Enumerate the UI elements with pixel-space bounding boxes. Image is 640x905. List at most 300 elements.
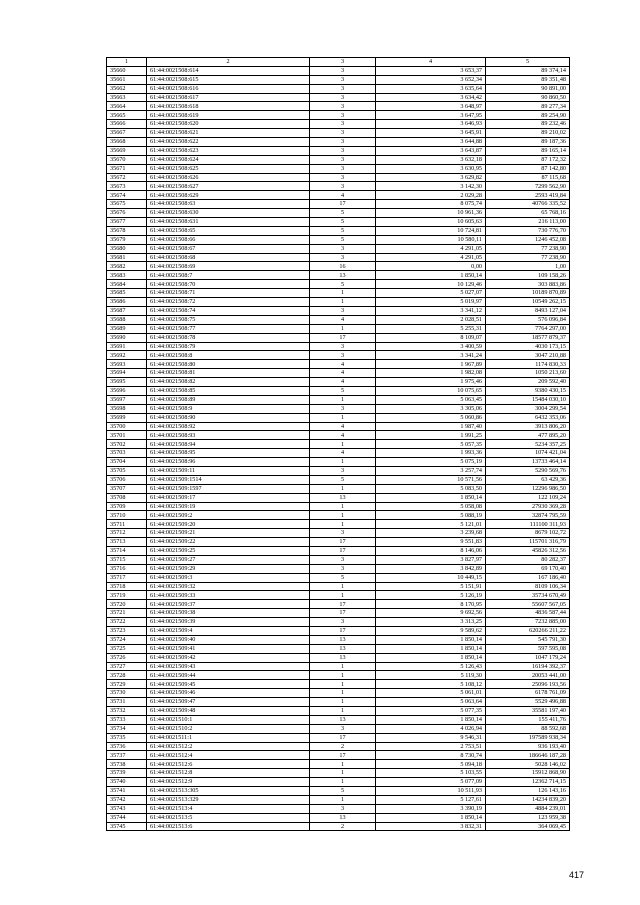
table-cell: 35719 — [107, 591, 147, 600]
table-cell: 18577 879,37 — [486, 333, 570, 342]
table-cell: 35667 — [107, 129, 147, 138]
table-cell: 61:44:0021508:95 — [147, 449, 310, 458]
table-cell: 35744 — [107, 813, 147, 822]
table-cell: 4 291,05 — [376, 253, 486, 262]
table-cell: 61:44:0021508:625 — [147, 164, 310, 173]
table-cell: 17 — [310, 609, 376, 618]
table-cell: 1 — [310, 707, 376, 716]
table-cell: 35741 — [107, 787, 147, 796]
table-row — [107, 733, 570, 742]
table-row — [107, 386, 570, 395]
table-row — [107, 707, 570, 716]
table-cell: 35673 — [107, 182, 147, 191]
table-cell: 63 429,36 — [486, 475, 570, 484]
table-cell: 3 632,18 — [376, 155, 486, 164]
table-cell: 61:44:0021509:4 — [147, 627, 310, 636]
table-row — [107, 715, 570, 724]
table-cell: 3 341,24 — [376, 351, 486, 360]
table-row — [107, 609, 570, 618]
table-cell: 35663 — [107, 93, 147, 102]
table-cell: 61:44:0021508:77 — [147, 324, 310, 333]
table-cell: 1 — [310, 289, 376, 298]
table-cell: 15484 030,10 — [486, 395, 570, 404]
table-cell: 3 — [310, 182, 376, 191]
table-cell: 35716 — [107, 564, 147, 573]
table-cell: 61:44:0021508:617 — [147, 93, 310, 102]
table-cell: 27930 369,28 — [486, 502, 570, 511]
table-cell: 936 193,40 — [486, 742, 570, 751]
table-cell: 3 — [310, 93, 376, 102]
table-cell: 3 — [310, 724, 376, 733]
table-cell: 35700 — [107, 422, 147, 431]
table-cell: 35711 — [107, 520, 147, 529]
table-cell: 35725 — [107, 644, 147, 653]
table-cell: 10 580,11 — [376, 235, 486, 244]
table-cell: 3 646,93 — [376, 120, 486, 129]
table-cell: 61:44:0021508:9 — [147, 404, 310, 413]
table-cell: 35735 — [107, 733, 147, 742]
table-cell: 4884 239,01 — [486, 804, 570, 813]
table-cell: 10 511,93 — [376, 787, 486, 796]
page-number: 417 — [569, 870, 585, 880]
table-cell: 3 — [310, 342, 376, 351]
table-row — [107, 235, 570, 244]
table-cell: 3 — [310, 351, 376, 360]
table-cell: 61:44:0021509:44 — [147, 671, 310, 680]
table-cell: 6178 761,09 — [486, 689, 570, 698]
table-cell: 35712 — [107, 529, 147, 538]
table-cell: 61:44:0021510:1 — [147, 715, 310, 724]
table-row — [107, 644, 570, 653]
table-cell: 35734 — [107, 724, 147, 733]
table-cell: 3 648,97 — [376, 102, 486, 111]
table-cell: 3 — [310, 155, 376, 164]
table-cell: 1 — [310, 511, 376, 520]
table-cell: 4 — [310, 369, 376, 378]
table-cell: 90 860,50 — [486, 93, 570, 102]
table-cell: 1 850,14 — [376, 715, 486, 724]
table-cell: 4030 173,15 — [486, 342, 570, 351]
table-row — [107, 627, 570, 636]
table-cell: 5529 496,88 — [486, 698, 570, 707]
table-row — [107, 422, 570, 431]
table-cell: 61:44:0021508:627 — [147, 182, 310, 191]
table-cell: 87 142,80 — [486, 164, 570, 173]
table-cell: 9 692,56 — [376, 609, 486, 618]
table-row — [107, 306, 570, 315]
table-cell: 1 982,08 — [376, 369, 486, 378]
table-cell: 3 645,91 — [376, 129, 486, 138]
table-cell: 35690 — [107, 333, 147, 342]
table-cell: 155 411,76 — [486, 715, 570, 724]
table-cell: 61:44:0021509:40 — [147, 635, 310, 644]
table-cell: 1 991,25 — [376, 431, 486, 440]
table-cell: 35720 — [107, 600, 147, 609]
table-cell: 61:44:0021508:79 — [147, 342, 310, 351]
table-row — [107, 404, 570, 413]
table-cell: 3 827,97 — [376, 555, 486, 564]
table-row — [107, 369, 570, 378]
table-cell: 35742 — [107, 795, 147, 804]
table-row — [107, 573, 570, 582]
table-row — [107, 804, 570, 813]
table-cell: 61:44:0021509:3 — [147, 573, 310, 582]
table-cell: 2593 419,84 — [486, 191, 570, 200]
table-cell: 61:44:0021509:42 — [147, 653, 310, 662]
table-cell: 5 058,08 — [376, 502, 486, 511]
table-cell: 61:44:0021512:8 — [147, 769, 310, 778]
table-cell: 3 630,95 — [376, 164, 486, 173]
table-cell: 35664 — [107, 102, 147, 111]
table-cell: 35698 — [107, 404, 147, 413]
table-cell: 3 — [310, 111, 376, 120]
table-cell: 5 — [310, 218, 376, 227]
table-row — [107, 778, 570, 787]
table-cell: 1 — [310, 671, 376, 680]
table-cell: 5 075,19 — [376, 458, 486, 467]
table-cell: 1 — [310, 769, 376, 778]
table-row — [107, 618, 570, 627]
table-cell: 16 — [310, 262, 376, 271]
table-cell: 77 238,90 — [486, 244, 570, 253]
table-cell: 61:44:0021512:6 — [147, 760, 310, 769]
table-cell: 35697 — [107, 395, 147, 404]
table-cell: 35681 — [107, 253, 147, 262]
table-cell: 35666 — [107, 120, 147, 129]
table-cell: 35662 — [107, 84, 147, 93]
table-cell: 3913 806,20 — [486, 422, 570, 431]
table-cell: 35685 — [107, 289, 147, 298]
table-cell: 35708 — [107, 493, 147, 502]
table-cell: 8 146,06 — [376, 546, 486, 555]
table-cell: 1 — [310, 760, 376, 769]
table-cell: 61:44:0021508:620 — [147, 120, 310, 129]
table-cell: 61:44:0021508:96 — [147, 458, 310, 467]
table-cell: 5 063,64 — [376, 698, 486, 707]
table-row — [107, 209, 570, 218]
table-cell: 61:44:0021509:39 — [147, 618, 310, 627]
table-row — [107, 271, 570, 280]
table-cell: 3 313,25 — [376, 618, 486, 627]
table-cell: 17 — [310, 733, 376, 742]
table-cell: 35682 — [107, 262, 147, 271]
table-row — [107, 253, 570, 262]
table-cell: 61:44:0021508:614 — [147, 66, 310, 75]
table-cell: 3 — [310, 146, 376, 155]
table-cell: 17 — [310, 200, 376, 209]
table-cell: 35727 — [107, 662, 147, 671]
table-cell: 9 589,62 — [376, 627, 486, 636]
table-cell: 35670 — [107, 155, 147, 164]
table-cell: 35672 — [107, 173, 147, 182]
table-cell: 5 — [310, 235, 376, 244]
table-cell: 10 075,65 — [376, 386, 486, 395]
table-cell: 32874 795,59 — [486, 511, 570, 520]
table-row — [107, 635, 570, 644]
table-cell: 61:44:0021509:48 — [147, 707, 310, 716]
table-cell: 35729 — [107, 680, 147, 689]
table-cell: 3 — [310, 138, 376, 147]
table-cell: 167 186,40 — [486, 573, 570, 582]
table-cell: 61:44:0021513:305 — [147, 787, 310, 796]
table-row — [107, 413, 570, 422]
table-row — [107, 315, 570, 324]
table-cell: 35689 — [107, 324, 147, 333]
table-cell: 35692 — [107, 351, 147, 360]
table-cell: 35683 — [107, 271, 147, 280]
table-cell: 61:44:0021508:75 — [147, 315, 310, 324]
table-cell: 89 187,36 — [486, 138, 570, 147]
table-cell: 3 — [310, 102, 376, 111]
table-row — [107, 751, 570, 760]
table-cell: 109 158,26 — [486, 271, 570, 280]
table-cell: 4 — [310, 191, 376, 200]
table-row — [107, 458, 570, 467]
table-cell: 12362 714,15 — [486, 778, 570, 787]
table-cell: 3 400,59 — [376, 342, 486, 351]
table-cell: 61:44:0021508:78 — [147, 333, 310, 342]
table-cell: 126 143,16 — [486, 787, 570, 796]
table-cell: 35706 — [107, 475, 147, 484]
table-row — [107, 164, 570, 173]
table-cell: 4 — [310, 315, 376, 324]
table-cell: 35732 — [107, 707, 147, 716]
table-cell: 7764 297,00 — [486, 324, 570, 333]
table-cell: 5 103,55 — [376, 769, 486, 778]
table-cell: 61:44:0021509:2 — [147, 511, 310, 520]
column-header: 5 — [486, 58, 570, 67]
table-cell: 89 374,14 — [486, 66, 570, 75]
table-cell: 35739 — [107, 769, 147, 778]
table-cell: 6432 353,06 — [486, 413, 570, 422]
table-row — [107, 475, 570, 484]
column-header: 4 — [376, 58, 486, 67]
table-cell: 35674 — [107, 191, 147, 200]
table-row — [107, 769, 570, 778]
table-cell: 5 121,01 — [376, 520, 486, 529]
table-cell: 15912 868,90 — [486, 769, 570, 778]
table-row — [107, 787, 570, 796]
table-cell: 61:44:0021508:63 — [147, 200, 310, 209]
table-cell: 35669 — [107, 146, 147, 155]
table-cell: 13 — [310, 271, 376, 280]
table-cell: 61:44:0021508:621 — [147, 129, 310, 138]
table-cell: 35731 — [107, 698, 147, 707]
table-cell: 35687 — [107, 306, 147, 315]
table-row — [107, 484, 570, 493]
table-cell: 3 — [310, 555, 376, 564]
table-cell: 111100 311,93 — [486, 520, 570, 529]
table-cell: 61:44:0021508:93 — [147, 431, 310, 440]
table-row — [107, 155, 570, 164]
table-cell: 5 — [310, 475, 376, 484]
table-cell: 10549 262,15 — [486, 298, 570, 307]
table-cell: 3 — [310, 306, 376, 315]
table-cell: 3 842,89 — [376, 564, 486, 573]
table-cell: 89 210,02 — [486, 129, 570, 138]
table-cell: 61:44:0021508:68 — [147, 253, 310, 262]
table-cell: 2 028,51 — [376, 315, 486, 324]
table-row — [107, 75, 570, 84]
table-cell: 89 254,90 — [486, 111, 570, 120]
table-cell: 61:44:0021509:32 — [147, 582, 310, 591]
table-cell: 61:44:0021508:616 — [147, 84, 310, 93]
table-cell: 5 127,61 — [376, 795, 486, 804]
table-cell: 1 — [310, 795, 376, 804]
table-cell: 61:44:0021509:47 — [147, 698, 310, 707]
table-cell: 61:44:0021509:17 — [147, 493, 310, 502]
table-cell: 8679 102,72 — [486, 529, 570, 538]
table-cell: 1,00 — [486, 262, 570, 271]
table-cell: 8 075,74 — [376, 200, 486, 209]
table-cell: 5 255,31 — [376, 324, 486, 333]
table-cell: 10 724,81 — [376, 226, 486, 235]
table-cell: 13 — [310, 813, 376, 822]
table-cell: 597 595,08 — [486, 644, 570, 653]
table-cell: 5 151,91 — [376, 582, 486, 591]
table-row — [107, 795, 570, 804]
table-cell: 61:44:0021509:37 — [147, 600, 310, 609]
table-row — [107, 529, 570, 538]
table-row — [107, 360, 570, 369]
table-cell: 1 — [310, 680, 376, 689]
table-row — [107, 191, 570, 200]
table-cell: 61:44:0021508:90 — [147, 413, 310, 422]
table-cell: 10 571,56 — [376, 475, 486, 484]
table-cell: 7232 885,00 — [486, 618, 570, 627]
table-cell: 35688 — [107, 315, 147, 324]
table-cell: 1 — [310, 395, 376, 404]
table-cell: 1 — [310, 520, 376, 529]
table-cell: 5 094,18 — [376, 760, 486, 769]
table-row — [107, 689, 570, 698]
table-cell: 5 057,35 — [376, 440, 486, 449]
table-cell: 61:44:0021508:81 — [147, 369, 310, 378]
table-cell: 1174 830,33 — [486, 360, 570, 369]
table-cell: 87 115,68 — [486, 173, 570, 182]
table-cell: 35679 — [107, 235, 147, 244]
table-cell: 186646 187,28 — [486, 751, 570, 760]
table-cell: 35736 — [107, 742, 147, 751]
table-cell: 40766 335,52 — [486, 200, 570, 209]
table-cell: 61:44:0021511:1 — [147, 733, 310, 742]
table-cell: 35743 — [107, 804, 147, 813]
table-cell: 25096 193,56 — [486, 680, 570, 689]
table-row — [107, 822, 570, 831]
table-row — [107, 378, 570, 387]
table-cell: 10189 870,89 — [486, 289, 570, 298]
table-cell: 10 449,15 — [376, 573, 486, 582]
table-cell: 3 — [310, 120, 376, 129]
table-cell: 5 027,07 — [376, 289, 486, 298]
table-cell: 3 239,68 — [376, 529, 486, 538]
table-cell: 35701 — [107, 431, 147, 440]
table-cell: 8493 127,04 — [486, 306, 570, 315]
table-row — [107, 280, 570, 289]
table-cell: 1 — [310, 458, 376, 467]
table-cell: 61:44:0021513:5 — [147, 813, 310, 822]
table-cell: 3 644,88 — [376, 138, 486, 147]
table-cell: 3 — [310, 804, 376, 813]
table-cell: 4 026,94 — [376, 724, 486, 733]
table-cell: 35581 197,40 — [486, 707, 570, 716]
data-table — [106, 57, 570, 831]
table-cell: 89 351,48 — [486, 75, 570, 84]
table-cell: 1 — [310, 662, 376, 671]
table-cell: 61:44:0021508:626 — [147, 173, 310, 182]
table-cell: 35677 — [107, 218, 147, 227]
table-cell: 3 341,12 — [376, 306, 486, 315]
table-cell: 1050 213,60 — [486, 369, 570, 378]
table-cell: 55607 567,05 — [486, 600, 570, 609]
table-cell: 5 — [310, 280, 376, 289]
table-row — [107, 511, 570, 520]
table-row — [107, 200, 570, 209]
table-cell: 61:44:0021508:66 — [147, 235, 310, 244]
table-cell: 35668 — [107, 138, 147, 147]
table-cell: 1 — [310, 413, 376, 422]
table-row — [107, 244, 570, 253]
table-cell: 61:44:0021509:45 — [147, 680, 310, 689]
table-row — [107, 333, 570, 342]
table-cell: 61:44:0021508:623 — [147, 146, 310, 155]
table-cell: 2 — [310, 822, 376, 831]
table-cell: 3 — [310, 84, 376, 93]
table-cell: 3 — [310, 253, 376, 262]
table-cell: 3 — [310, 66, 376, 75]
table-row — [107, 173, 570, 182]
table-cell: 61:44:0021508:615 — [147, 75, 310, 84]
table-cell: 1 850,14 — [376, 493, 486, 502]
table-row — [107, 680, 570, 689]
table-row — [107, 342, 570, 351]
table-cell: 35738 — [107, 760, 147, 769]
table-row — [107, 218, 570, 227]
table-cell: 61:44:0021509:29 — [147, 564, 310, 573]
table-cell: 1 — [310, 298, 376, 307]
table-cell: 3 257,74 — [376, 466, 486, 475]
table-cell: 115701 316,79 — [486, 538, 570, 547]
table-cell: 3 — [310, 564, 376, 573]
table-row — [107, 93, 570, 102]
table-cell: 35694 — [107, 369, 147, 378]
table-cell: 65 768,16 — [486, 209, 570, 218]
table-cell: 35723 — [107, 627, 147, 636]
table-cell: 61:44:0021509:22 — [147, 538, 310, 547]
table-cell: 4 291,05 — [376, 244, 486, 253]
table-row — [107, 555, 570, 564]
table-cell: 61:44:0021508:65 — [147, 226, 310, 235]
table-cell: 1 — [310, 778, 376, 787]
table-cell: 89 277,34 — [486, 102, 570, 111]
table-row — [107, 502, 570, 511]
table-cell: 61:44:0021508:619 — [147, 111, 310, 120]
table-cell: 13733 464,14 — [486, 458, 570, 467]
table-row — [107, 138, 570, 147]
table-cell: 8 730,74 — [376, 751, 486, 760]
table-cell: 61:44:0021508:8 — [147, 351, 310, 360]
table-cell: 3 653,37 — [376, 66, 486, 75]
table-cell: 4 — [310, 378, 376, 387]
table-cell: 13 — [310, 653, 376, 662]
table-cell: 1 — [310, 689, 376, 698]
table-cell: 35680 — [107, 244, 147, 253]
table-cell: 3 390,19 — [376, 804, 486, 813]
table-cell: 10 961,36 — [376, 209, 486, 218]
table-cell: 69 170,40 — [486, 564, 570, 573]
table-row — [107, 546, 570, 555]
table-cell: 61:44:0021508:631 — [147, 218, 310, 227]
